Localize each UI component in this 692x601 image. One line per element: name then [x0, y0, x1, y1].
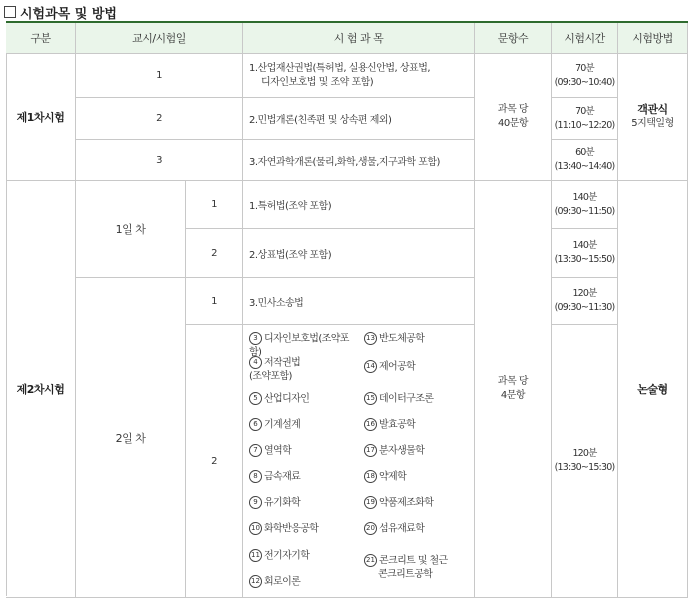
circled-number-icon: 5	[249, 392, 262, 405]
elective-label-cont: (조약포함)	[249, 370, 292, 382]
second-exam-label: 제2차시험	[6, 181, 76, 598]
elective-item	[364, 418, 415, 432]
header-exam-day: 교시/시험일	[76, 23, 243, 54]
elective-item	[249, 418, 300, 432]
second-time-1: 140분 (09:30~11:50)	[552, 181, 618, 229]
circled-number-icon: 20	[364, 522, 377, 535]
elective-label: 열역학	[264, 445, 292, 457]
first-period-3: 3	[76, 140, 243, 181]
elective-label: 금속재료	[264, 471, 301, 483]
circled-number-icon: 10	[249, 522, 262, 535]
elective-item	[364, 392, 433, 406]
circled-number-icon: 14	[364, 360, 377, 373]
elective-label-cont: 콘크리트공학	[378, 568, 433, 580]
second-period-1: 1	[186, 181, 243, 229]
elective-label: 콘크리트 및 철근	[379, 555, 448, 567]
second-period-4: 2	[186, 325, 243, 598]
elective-item	[249, 356, 300, 383]
circled-number-icon: 16	[364, 418, 377, 431]
first-subject-3: 3.자연과학개론(물리,화학,생물,지구과학 포함)	[243, 140, 475, 181]
first-time-1: 70분 (09:30~10:40)	[552, 54, 618, 98]
elective-label: 약제학	[379, 471, 407, 483]
elective-label: 데이터구조론	[379, 393, 434, 405]
header-time: 시험시간	[552, 23, 618, 54]
circled-number-icon: 17	[364, 444, 377, 457]
circled-number-icon: 9	[249, 496, 262, 509]
second-day-1: 1일 차	[76, 181, 186, 278]
elective-label: 회로이론	[264, 576, 301, 588]
elective-item	[249, 470, 300, 484]
circled-number-icon: 3	[249, 332, 262, 345]
elective-label: 저작권법	[264, 357, 301, 369]
header-method: 시험방법	[618, 23, 688, 54]
elective-item	[249, 332, 361, 359]
circled-number-icon: 8	[249, 470, 262, 483]
circled-number-icon: 12	[249, 575, 262, 588]
second-time-4: 120분 (13:30~15:30)	[552, 325, 618, 598]
first-subject-1: 1.산업재산권법(특허법, 실용신안법, 상표법, 디자인보호법 및 조약 포함)	[243, 54, 475, 98]
second-questions: 과목 당 4문항	[475, 181, 552, 598]
header-subjects: 시 험 과 목	[243, 23, 475, 54]
circled-number-icon: 19	[364, 496, 377, 509]
elective-item	[249, 549, 309, 563]
elective-item	[364, 444, 424, 458]
elective-item	[364, 496, 433, 510]
section-title: 시험과목 및 방법	[4, 3, 117, 21]
elective-list-right	[364, 329, 474, 595]
elective-label: 반도체공학	[379, 333, 425, 345]
elective-item	[364, 332, 424, 346]
circled-number-icon: 4	[249, 356, 262, 369]
first-time-2: 70분 (11:10~12:20)	[552, 98, 618, 140]
elective-label: 발효공학	[379, 419, 416, 431]
elective-label: 유기화학	[264, 497, 301, 509]
checkbox-square-icon	[4, 6, 16, 18]
elective-list-left	[249, 329, 361, 595]
circled-number-icon: 15	[364, 392, 377, 405]
first-subject-2: 2.민법개론(친족편 및 상속편 제외)	[243, 98, 475, 140]
second-method: 논술형	[618, 181, 688, 598]
header-gubun: 구분	[6, 23, 76, 54]
elective-item	[249, 575, 300, 589]
circled-number-icon: 11	[249, 549, 262, 562]
second-period-3: 1	[186, 278, 243, 325]
circled-number-icon: 6	[249, 418, 262, 431]
first-questions: 과목 당 40문항	[475, 54, 552, 181]
elective-label: 기계설계	[264, 419, 301, 431]
first-period-2: 2	[76, 98, 243, 140]
elective-label: 제어공학	[379, 361, 416, 373]
circled-number-icon: 13	[364, 332, 377, 345]
first-method: 객관식 5지택일형	[618, 54, 688, 181]
elective-label: 화학반응공학	[264, 523, 319, 535]
second-period-2: 2	[186, 229, 243, 278]
elective-item	[249, 392, 309, 406]
elective-label: 전기자기학	[264, 550, 310, 562]
second-subject-3: 3.민사소송법	[243, 278, 475, 325]
elective-label: 약품제조화학	[379, 497, 434, 509]
second-time-2: 140분 (13:30~15:50)	[552, 229, 618, 278]
elective-item	[364, 360, 415, 374]
second-subject-2: 2.상표법(조약 포함)	[243, 229, 475, 278]
elective-label: 디자인보호법(조약포함)	[249, 333, 349, 358]
header-questions: 문항수	[475, 23, 552, 54]
circled-number-icon: 21	[364, 554, 377, 567]
first-period-1: 1	[76, 54, 243, 98]
second-day-2: 2일 차	[76, 278, 186, 598]
elective-label: 섬유재료학	[379, 523, 425, 535]
elective-item	[364, 470, 406, 484]
exam-table	[6, 21, 688, 596]
second-subject-1: 1.특허법(조약 포함)	[243, 181, 475, 229]
elective-label: 분자생물학	[379, 445, 425, 457]
first-exam-label: 제1차시험	[6, 54, 76, 181]
elective-item	[364, 522, 424, 536]
elective-item	[364, 554, 448, 581]
second-time-3: 120분 (09:30~11:30)	[552, 278, 618, 325]
circled-number-icon: 18	[364, 470, 377, 483]
elective-item	[249, 444, 291, 458]
circled-number-icon: 7	[249, 444, 262, 457]
elective-item	[249, 522, 318, 536]
elective-item	[249, 496, 300, 510]
first-time-3: 60분 (13:40~14:40)	[552, 140, 618, 181]
elective-label: 산업디자인	[264, 393, 310, 405]
